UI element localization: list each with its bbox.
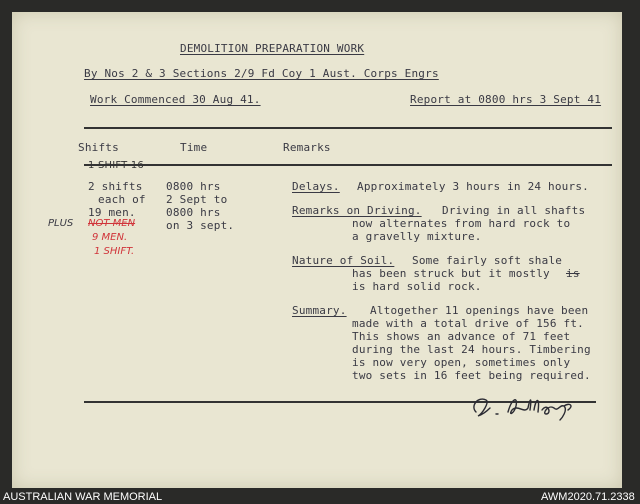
time-line-2: 2 Sept to bbox=[166, 193, 228, 206]
annotation-line-3: 1 SHIFT. bbox=[94, 246, 135, 257]
report-at: Report at 0800 hrs 3 Sept 41 bbox=[410, 93, 602, 106]
summary-line-6: two sets in 16 feet being required. bbox=[352, 369, 591, 382]
driving-line-1: Driving in all shafts bbox=[442, 204, 586, 217]
time-line-4: on 3 sept. bbox=[166, 219, 235, 232]
annotation-line-2: 9 MEN. bbox=[92, 232, 128, 243]
summary-line-2: made with a total drive of 156 ft. bbox=[352, 317, 584, 330]
signature-image bbox=[468, 392, 578, 422]
header-time: Time bbox=[180, 141, 208, 154]
document-title: DEMOLITION PREPARATION WORK bbox=[180, 42, 365, 55]
header-remarks: Remarks bbox=[283, 141, 331, 154]
soil-line-1: Some fairly soft shale bbox=[412, 254, 563, 267]
soil-line-2-struck: is bbox=[566, 267, 580, 280]
document-subtitle: By Nos 2 & 3 Sections 2/9 Fd Coy 1 Aust. Corps Engrs bbox=[84, 67, 439, 80]
time-line-3: 0800 hrs bbox=[166, 206, 221, 219]
annotation-plus: PLUS bbox=[48, 218, 74, 229]
handwritten-shift-note: 1 SHIFT 16 bbox=[88, 160, 144, 171]
work-commenced: Work Commenced 30 Aug 41. bbox=[90, 93, 261, 106]
header-shifts: Shifts bbox=[78, 141, 119, 154]
soil-line-2: has been struck but it mostly bbox=[352, 267, 550, 280]
shifts-line-3: 19 men. bbox=[88, 206, 136, 219]
driving-line-2: now alternates from hard rock to bbox=[352, 217, 571, 230]
driving-line-3: a gravelly mixture. bbox=[352, 230, 482, 243]
driving-label: Remarks on Driving. bbox=[292, 204, 422, 217]
annotation-line-1: NOT MEN bbox=[88, 218, 136, 229]
summary-line-3: This shows an advance of 71 feet bbox=[352, 330, 571, 343]
delays-text: Approximately 3 hours in 24 hours. bbox=[357, 180, 589, 193]
summary-line-5: is now very open, sometimes only bbox=[352, 356, 571, 369]
summary-label: Summary. bbox=[292, 304, 347, 317]
shifts-line-2: each of bbox=[98, 193, 146, 206]
shifts-line-1: 2 shifts bbox=[88, 180, 143, 193]
time-line-1: 0800 hrs bbox=[166, 180, 221, 193]
soil-label: Nature of Soil. bbox=[292, 254, 395, 267]
summary-line-1: Altogether 11 openings have been bbox=[370, 304, 589, 317]
soil-line-3: is hard solid rock. bbox=[352, 280, 482, 293]
footer-archive-name: AUSTRALIAN WAR MEMORIAL bbox=[3, 491, 163, 503]
header-bottom-rule bbox=[84, 164, 612, 166]
summary-line-4: during the last 24 hours. Timbering bbox=[352, 343, 591, 356]
header-top-rule bbox=[84, 127, 612, 129]
footer-accession-number: AWM2020.71.2338 bbox=[541, 491, 635, 503]
delays-label: Delays. bbox=[292, 180, 340, 193]
